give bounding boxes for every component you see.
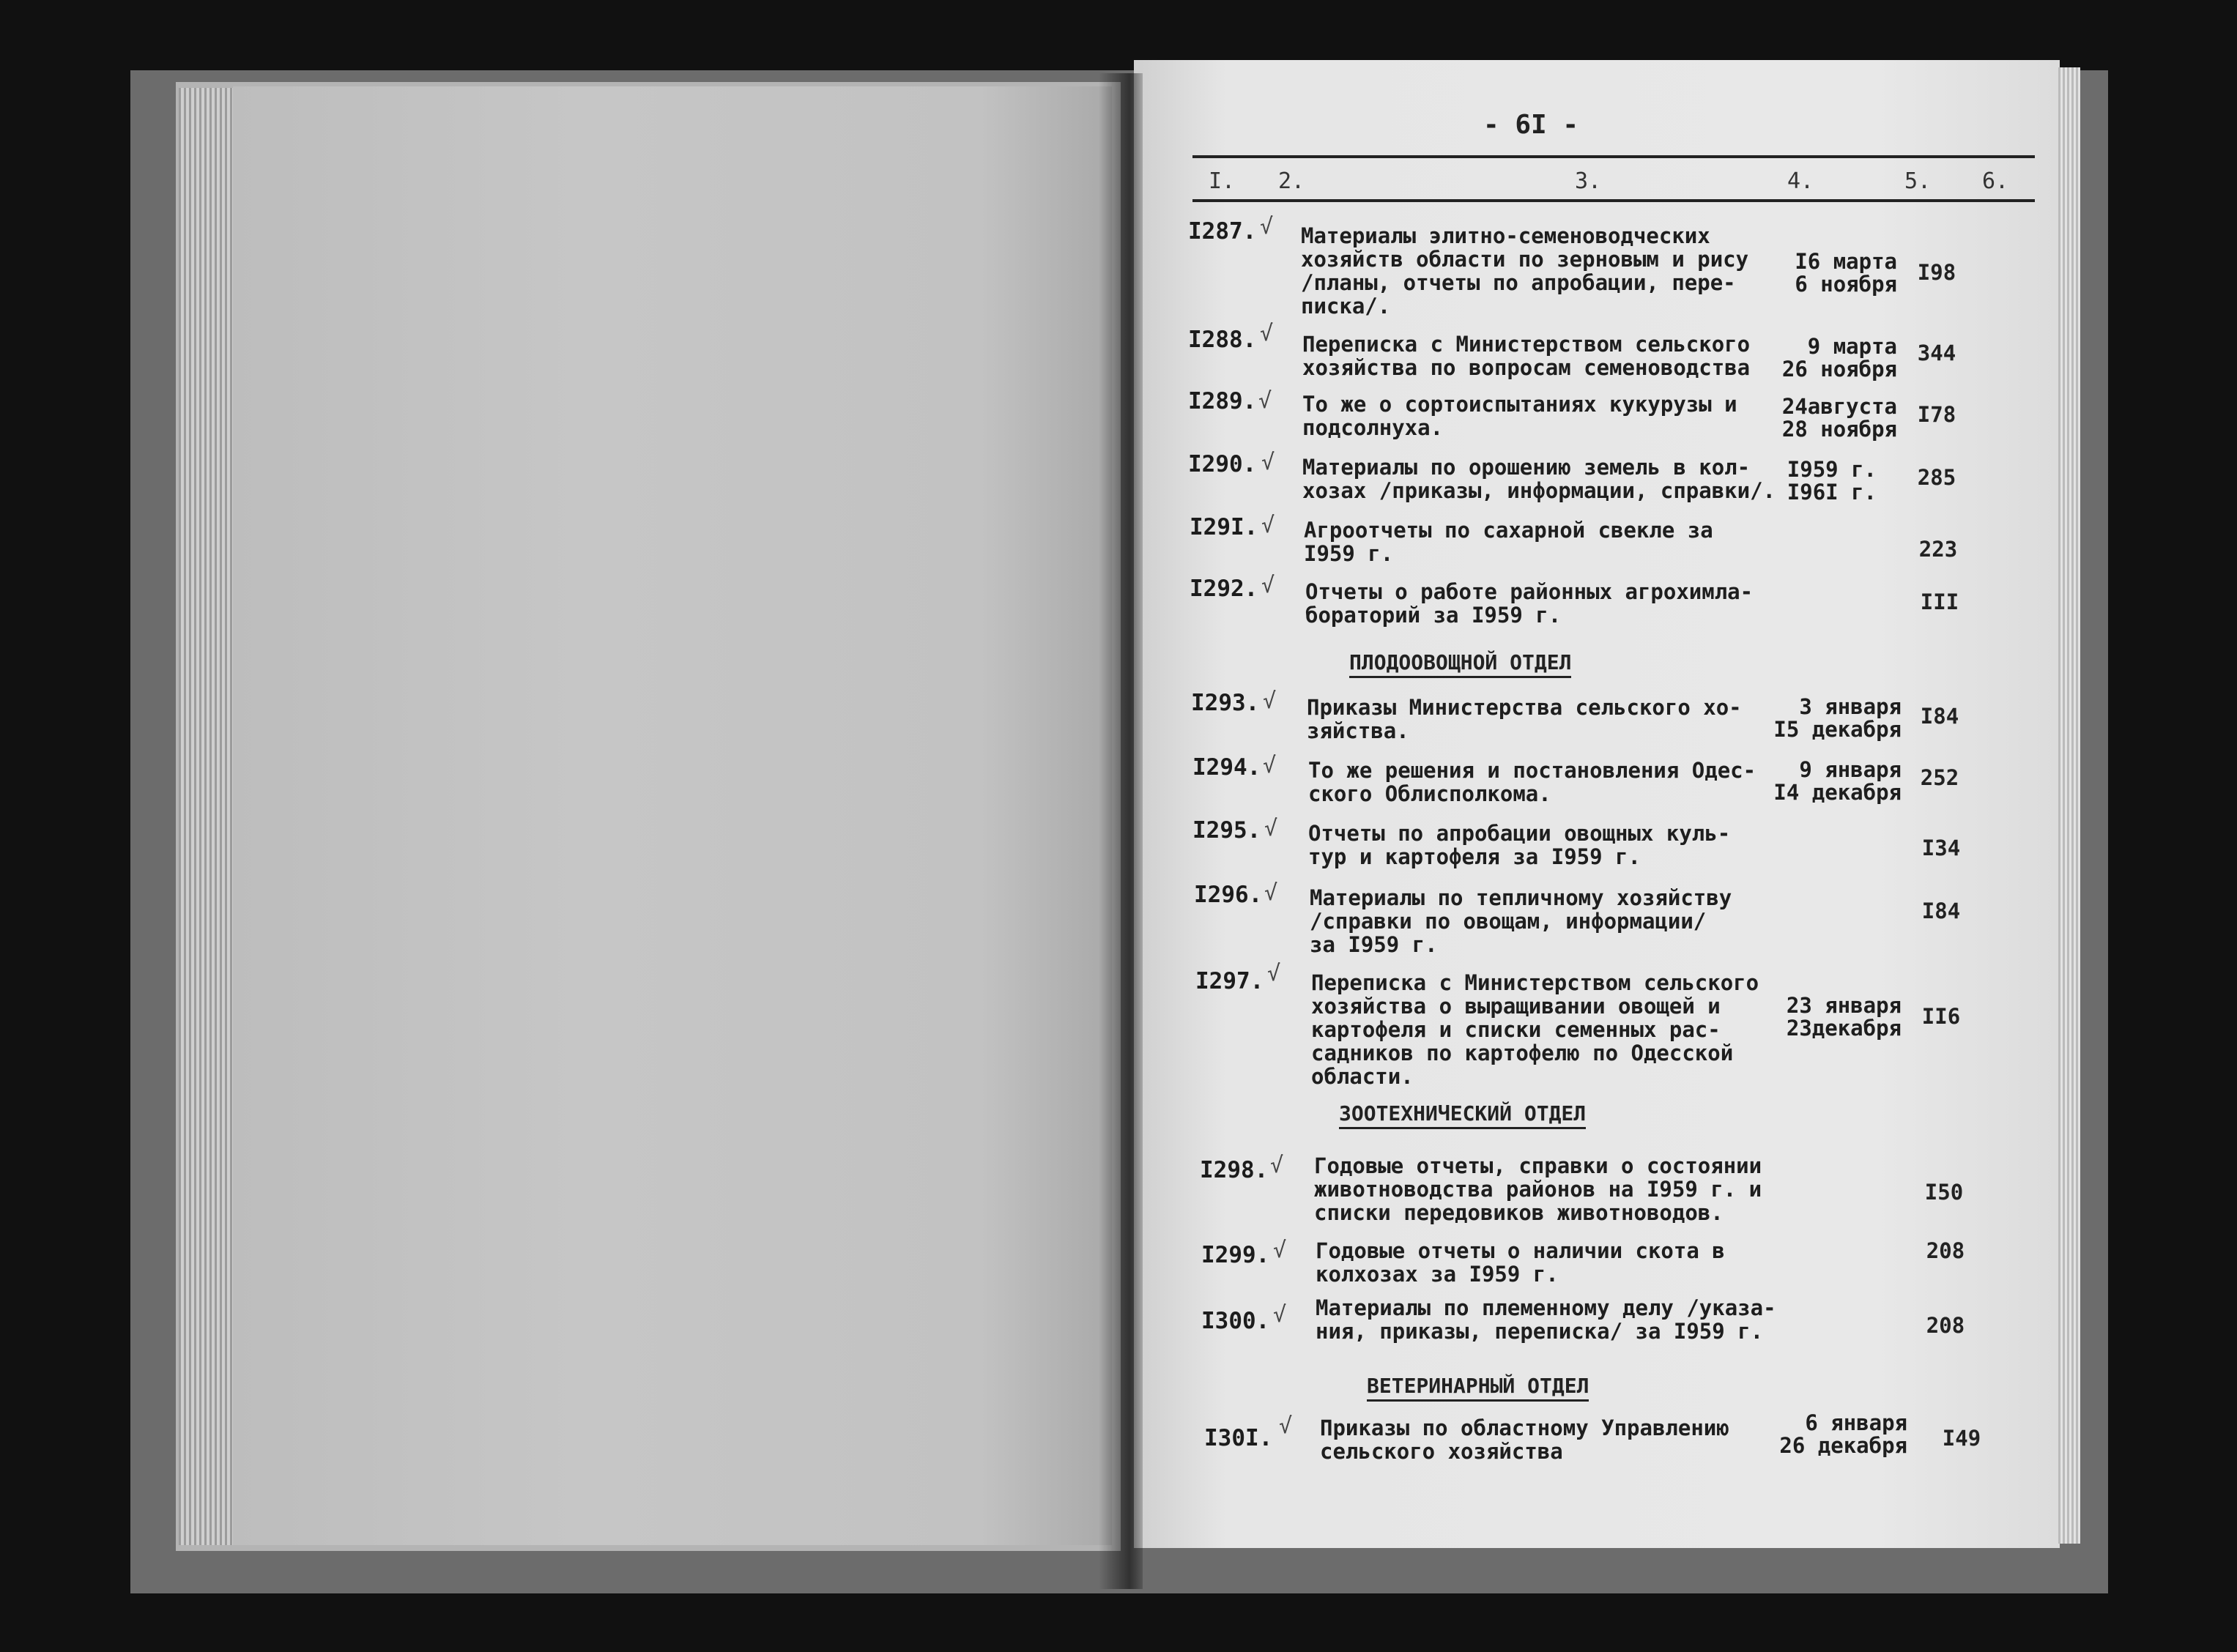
entry-pages: 208 bbox=[1926, 1313, 1965, 1338]
col-header-6: 6. bbox=[1982, 168, 2009, 194]
entry-dates: I959 г. I96I г. bbox=[1787, 457, 1877, 505]
entry-number: I30I. bbox=[1204, 1425, 1273, 1451]
entry-pages: I78 bbox=[1917, 402, 1956, 427]
left-page-edges bbox=[179, 88, 233, 1545]
check-mark: √ bbox=[1270, 1153, 1284, 1178]
entry-text: То же о сортоиспытаниях кукурузы и подсолнуха. bbox=[1302, 392, 1737, 440]
entry-pages: 223 bbox=[1918, 537, 1958, 562]
entry-number: I287. bbox=[1188, 218, 1257, 245]
col-header-5: 5. bbox=[1904, 168, 1932, 194]
entry-number: I297. bbox=[1195, 968, 1264, 994]
entry-text: Годовые отчеты о наличии скота в колхозах за I959 г. bbox=[1316, 1238, 1725, 1287]
header-rule-top bbox=[1192, 155, 2035, 158]
entry-text: Годовые отчеты, справки о состоянии животноводства районов на I959 г. и списки передовиков животноводов. bbox=[1314, 1153, 1762, 1225]
entry-dates: I6 марта 6 ноября bbox=[1795, 249, 1897, 297]
check-mark: √ bbox=[1263, 688, 1277, 714]
page-number: - 6I - bbox=[1483, 110, 1579, 140]
col-header-4: 4. bbox=[1787, 168, 1814, 194]
col-header-2: 2. bbox=[1278, 168, 1305, 194]
entry-number: I29I. bbox=[1190, 514, 1258, 540]
entry-dates: 3 января I5 декабря bbox=[1773, 694, 1902, 742]
entry-pages: 208 bbox=[1926, 1238, 1965, 1263]
check-mark: √ bbox=[1264, 816, 1278, 841]
entry-text: Агроотчеты по сахарной свекле за I959 г. bbox=[1304, 518, 1713, 566]
check-mark: √ bbox=[1261, 513, 1275, 538]
entry-text: Приказы Министерства сельского хо- зяйства. bbox=[1307, 695, 1742, 743]
header-rule-bottom bbox=[1192, 199, 2035, 202]
section-heading: ПЛОДООВОЩНОЙ ОТДЕЛ bbox=[1349, 650, 1571, 678]
entry-number: I299. bbox=[1201, 1242, 1270, 1268]
col-header-1: I. bbox=[1209, 168, 1236, 194]
entry-pages: 285 bbox=[1917, 465, 1956, 490]
check-mark: √ bbox=[1260, 214, 1274, 239]
check-mark: √ bbox=[1263, 753, 1277, 778]
check-mark: √ bbox=[1273, 1302, 1287, 1328]
entry-pages: 252 bbox=[1920, 765, 1959, 790]
check-mark: √ bbox=[1258, 388, 1272, 414]
check-mark: √ bbox=[1261, 450, 1275, 475]
entry-dates: 9 марта 26 ноября bbox=[1781, 334, 1897, 382]
entry-dates: 24августа 28 ноября bbox=[1781, 394, 1897, 442]
entry-text: Переписка с Министерством сельского хозяйства о выращивании овощей и картофеля и списки семенных рас- садников по картофелю по Одесской области. bbox=[1311, 970, 1759, 1089]
entry-number: I300. bbox=[1201, 1308, 1270, 1334]
entry-pages: I49 bbox=[1942, 1426, 1981, 1451]
entry-text: Переписка с Министерством сельского хозяйства по вопросам семеноводства bbox=[1302, 332, 1751, 380]
entry-pages: I34 bbox=[1921, 836, 1961, 860]
right-page-edges bbox=[2058, 67, 2080, 1544]
entry-number: I290. bbox=[1188, 451, 1257, 477]
section-heading: ЗООТЕХНИЧЕСКИЙ ОТДЕЛ bbox=[1339, 1101, 1586, 1129]
entry-pages: III bbox=[1920, 589, 1959, 614]
check-mark: √ bbox=[1273, 1238, 1287, 1263]
entry-text: Приказы по областному Управлению сельского хозяйства bbox=[1320, 1415, 1729, 1464]
entry-text: Отчеты о работе районных агрохимла- бораторий за I959 г. bbox=[1305, 579, 1754, 628]
check-mark: √ bbox=[1260, 321, 1274, 346]
entry-number: I288. bbox=[1188, 327, 1257, 353]
entry-text: Материалы элитно-семеноводческих хозяйств области по зерновым и рису /планы, отчеты по апробации, пере- писка/. bbox=[1301, 223, 1749, 319]
entry-pages: I50 bbox=[1924, 1180, 1964, 1205]
check-mark: √ bbox=[1267, 961, 1281, 986]
entry-number: I292. bbox=[1190, 576, 1258, 602]
col-header-3: 3. bbox=[1575, 168, 1602, 194]
entry-dates: 6 января 26 декабря bbox=[1779, 1410, 1907, 1458]
entry-text: Материалы по орошению земель в кол- хозах /приказы, информации, справки/. bbox=[1302, 455, 1776, 503]
entry-number: I293. bbox=[1191, 690, 1260, 716]
check-mark: √ bbox=[1279, 1413, 1293, 1439]
entry-number: I294. bbox=[1192, 754, 1261, 781]
entry-text: То же решения и постановления Одес- ского Облисполкома. bbox=[1308, 758, 1756, 806]
book-spine bbox=[1099, 73, 1143, 1589]
entry-text: Материалы по племенному делу /указа- ния, приказы, переписка/ за I959 г. bbox=[1316, 1295, 1776, 1344]
entry-number: I298. bbox=[1200, 1157, 1269, 1183]
entry-pages: I84 bbox=[1920, 704, 1959, 729]
section-heading: ВЕТЕРИНАРНЫЙ ОТДЕЛ bbox=[1367, 1374, 1589, 1402]
entry-dates: 23 января 23декабря bbox=[1786, 993, 1902, 1041]
check-mark: √ bbox=[1261, 573, 1275, 598]
entry-text: Отчеты по апробации овощных куль- тур и картофеля за I959 г. bbox=[1308, 821, 1731, 869]
entry-text: Материалы по тепличному хозяйству /справки по овощам, информации/ за I959 г. bbox=[1310, 885, 1732, 957]
entry-pages: II6 bbox=[1921, 1004, 1961, 1029]
entry-number: I289. bbox=[1188, 388, 1257, 414]
check-mark: √ bbox=[1264, 880, 1278, 906]
entry-pages: 344 bbox=[1917, 341, 1956, 365]
entry-pages: I98 bbox=[1917, 260, 1956, 285]
entry-dates: 9 января I4 декабря bbox=[1773, 757, 1902, 805]
entry-pages: I84 bbox=[1921, 898, 1961, 923]
entry-number: I295. bbox=[1192, 817, 1261, 844]
left-page-blank bbox=[233, 86, 1112, 1545]
entry-number: I296. bbox=[1194, 882, 1263, 908]
